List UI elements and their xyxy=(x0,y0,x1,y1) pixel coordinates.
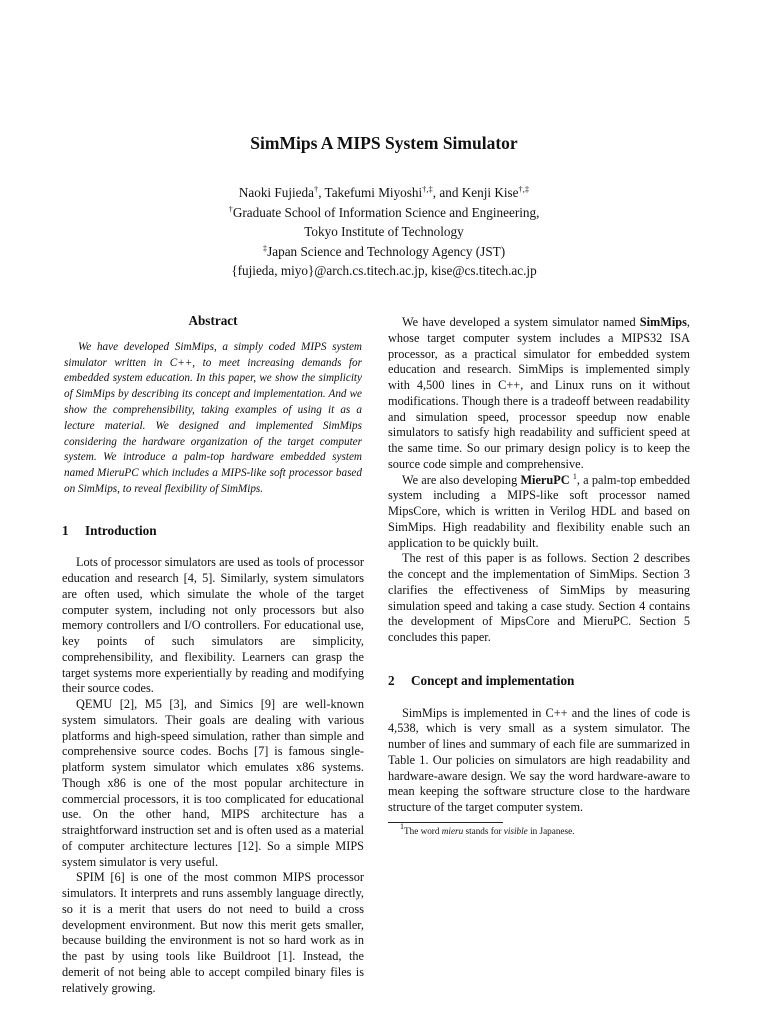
author-emails: {fujieda, miyo}@arch.cs.titech.ac.jp, kise@cs.titech.ac.jp xyxy=(231,263,537,278)
section-2-heading: 2 Concept and implementation xyxy=(388,672,575,688)
section-1-paragraph-5: We are also developing MieruPC $^1$, a palm-top embedded system including a MIPS-like soft processor named MipsCore, which is written in Verilog HDL and based on SimMips. High readability and flexibility enable such an application to be quickly built. xyxy=(388,471,690,550)
section-1-paragraph-4: We have developed a system simulator named SimMips, whose target computer system includes a MIPS32 ISA processor, as a practical simulator for embedded system education and research. SimMips is implemented simply with 4,500 lines in C++, and Linux runs on it without modifications. Though there is a tradeoff between readability and simulation speed, processor speedup now enable simulators to satisfy high readability and sufficient speed at the same time. So our primary design policy is to keep the source code simple and comprehensive. xyxy=(388,315,690,471)
section-1-paragraph-6: The rest of this paper is as follows. Section 2 describes the concept and the implementation of SimMips. Section 3 clarifies the effectiveness of SimMips by measuring simulation speed and taking a case study. Section 4 contains the development of MipsCore and MieruPC. Section 5 concludes this paper. xyxy=(388,551,690,644)
abstract-heading: Abstract xyxy=(188,313,238,328)
section-1-paragraph-3: SPIM [6] is one of the most common MIPS processor simulators. It interprets and runs assembly language directly, so it is a merit that users do not need to build a cross development environment. But now this merit gets smaller, because building the environment is not so hard work as in the past by using tools like Buildroot [1]. Instead, the demerit of not being able to accept compiled binary files is relatively growing. xyxy=(62,870,364,995)
section-1-paragraph-2: QEMU [2], M5 [3], and Simics [9] are well-known system simulators. Their goals are dealing with various platforms and high-speed simulation, rather than simple and comprehensive source codes. Bochs [7] is famous single-platform system simulator which emulates x86 systems. Though x86 is one of the most popular architecture in commercial processors, it is too complicated for educational use. On the other hand, MIPS architecture has a straightforward instruction set and is often used as a material of computer architecture lectures [12]. So a simple MIPS system simulator is very useful. xyxy=(62,697,364,869)
affiliation-1: †Graduate School of Information Science and Engineering, xyxy=(228,203,540,220)
left-column xyxy=(62,313,364,996)
author-names: Naoki Fujieda†, Takefumi Miyoshi†,‡, and Kenji Kise†,‡ xyxy=(238,184,530,200)
section-2-paragraph-1: SimMips is implemented in C++ and the lines of code is 4,538, which is very small as a system simulator. The number of lines and summary of each file are summarized in Table 1. Our policies on simulators are high readability and hardware-aware design. We say the word hardware-aware to mean keeping the software structure close to the hardware structure of the target computer system. xyxy=(388,705,690,814)
footnote-marker: 1 xyxy=(572,471,577,481)
footnote: 1The word mieru stands for visible in Japanese. xyxy=(400,821,575,836)
affiliation-2: ‡Japan Science and Technology Agency (JST) xyxy=(262,242,506,259)
footnote-rule xyxy=(388,822,503,823)
author-block xyxy=(0,183,768,281)
right-column xyxy=(388,315,690,837)
abstract-text: We have developed SimMips, a simply coded MIPS system simulator written in C++, to meet increasing demands for embedded system education. In this paper, we show the simplicity of SimMips by describing its concept and implementation. And we show the comprehensibility, taking examples of using it as a lecture material. We designed and implemented SimMips considering the hardware organization of the target computer system. We introduce a palm-top hardware embedded system named MieruPC which includes a MIPS-like soft processor based on SimMips, to reveal flexibility of SimMips. xyxy=(64,340,362,495)
affiliation-1b: Tokyo Institute of Technology xyxy=(304,224,464,239)
section-1-heading: 1 Introduction xyxy=(62,522,157,538)
section-1-paragraph-1: Lots of processor simulators are used as tools of processor education and research [4, 5]. Similarly, system simulators are often used, which simulate the whole of the target computer system, including not only processors but also memory controllers and I/O controllers. For educational use, key points of such simulators are simplicity, comprehensibility, and flexibility. Learners can grasp the target systems more experientially by reading and modifying their source codes. xyxy=(62,555,364,696)
paper-title: SimMips A MIPS System Simulator xyxy=(250,133,518,153)
